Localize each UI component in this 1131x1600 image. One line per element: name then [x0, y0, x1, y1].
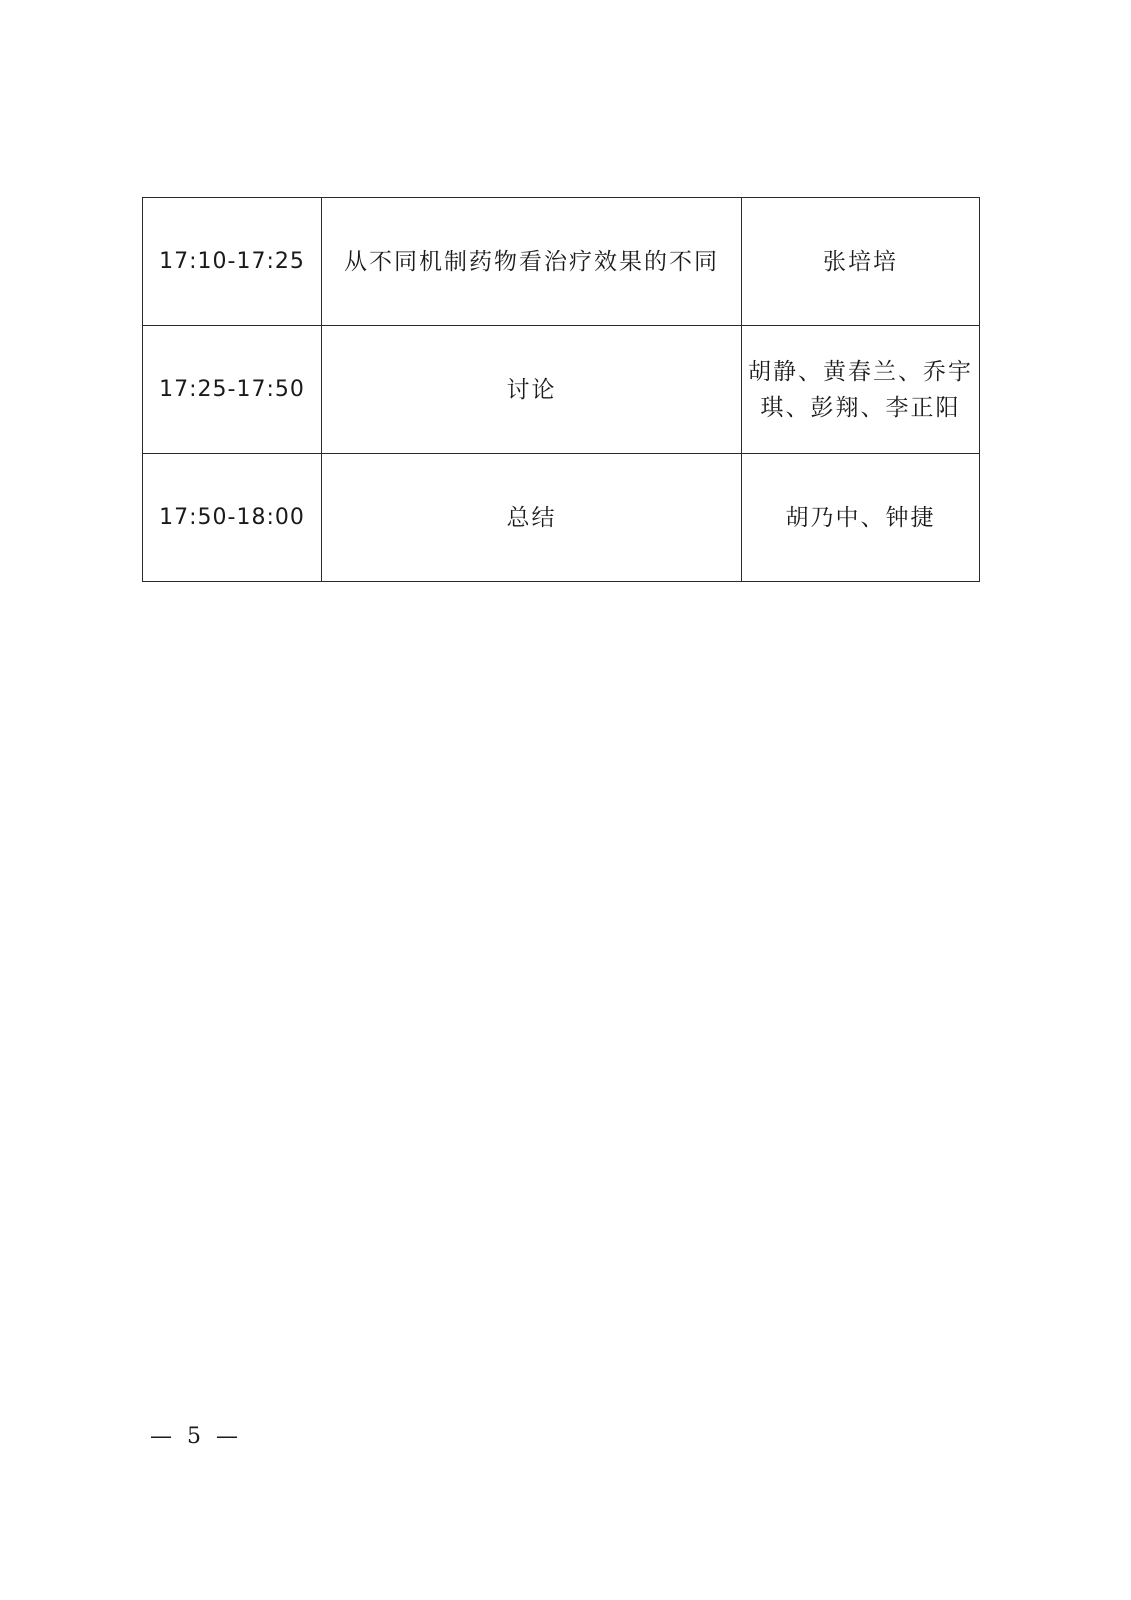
time-cell: 17:10-17:25	[143, 198, 322, 326]
speaker-cell: 张培培	[742, 198, 980, 326]
schedule-table	[142, 197, 980, 582]
topic-cell: 讨论	[322, 326, 742, 454]
time-cell: 17:50-18:00	[143, 454, 322, 582]
page-number: — 5 —	[150, 1424, 242, 1449]
topic-cell: 从不同机制药物看治疗效果的不同	[322, 198, 742, 326]
table-row	[143, 454, 980, 582]
speaker-cell: 胡乃中、钟捷	[742, 454, 980, 582]
speaker-cell: 胡静、黄春兰、乔宇琪、彭翔、李正阳	[742, 326, 980, 454]
time-cell: 17:25-17:50	[143, 326, 322, 454]
table-row	[143, 326, 980, 454]
topic-cell: 总结	[322, 454, 742, 582]
table-row	[143, 198, 980, 326]
